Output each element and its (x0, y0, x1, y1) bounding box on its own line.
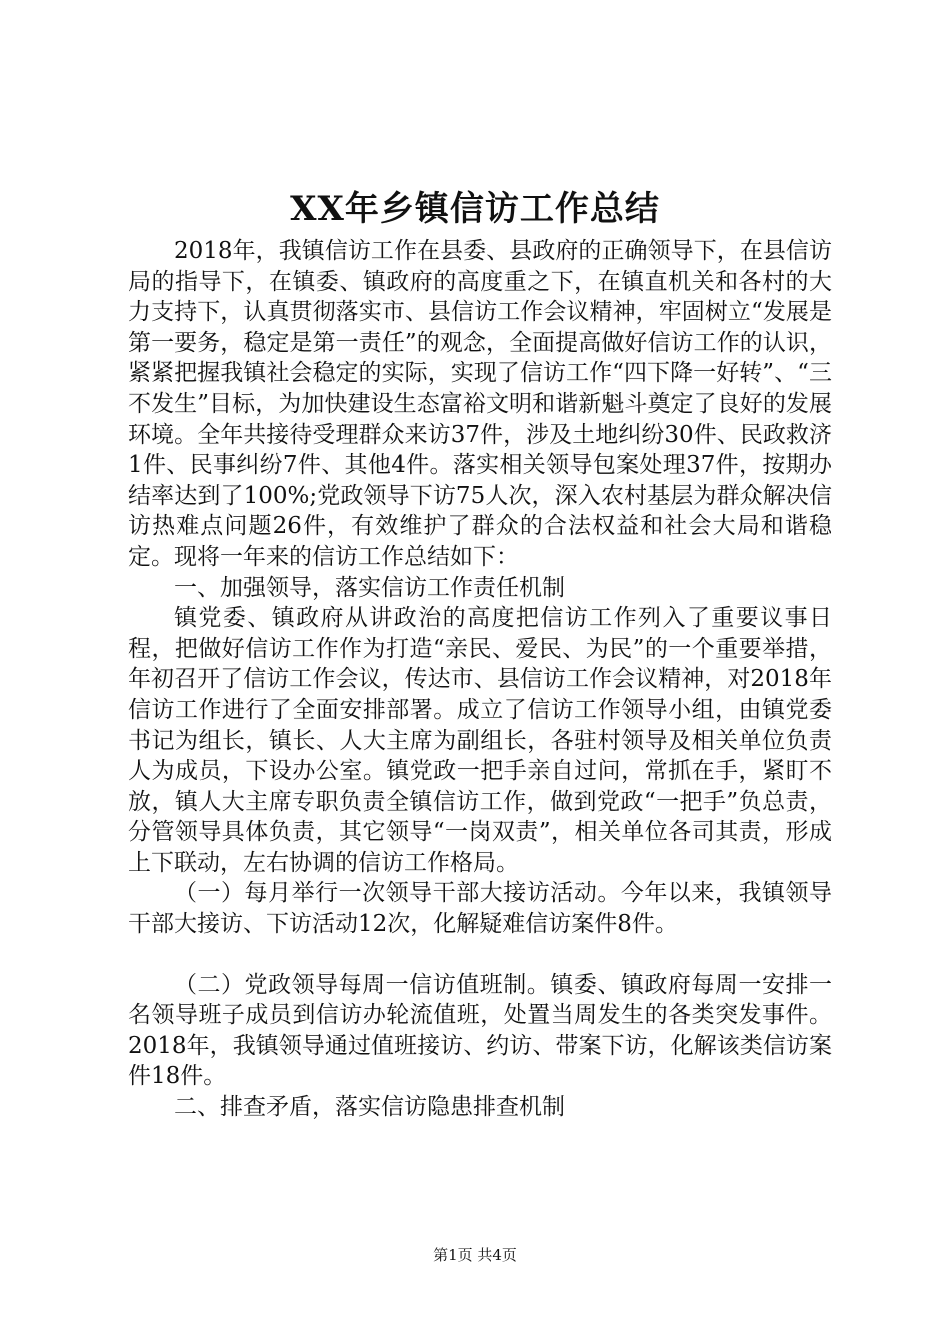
paragraph-subsection-2: （二）党政领导每周一信访值班制。镇委、镇政府每周一安排一名领导班子成员到信访办轮流值班，处置当周发生的各类突发事件。2018年，我镇领导通过值班接访、约访、带案下访，化解该类信访案件18件。 (128, 971, 832, 1090)
paragraph-section-1: 镇党委、镇政府从讲政治的高度把信访工作列入了重要议事日程，把做好信访工作作为打造“亲民、爱民、为民”的一个重要举措，年初召开了信访工作会议，传达市、县信访工作会议精神，对2018年信访工作进行了全面安排部署。成立了信访工作领导小组，由镇党委书记为组长，镇长、人大主席为副组长，各驻村领导及相关单位负责人为成员，下设办公室。镇党政一把手亲自过问，常抓在手，紧盯不放，镇人大主席专职负责全镇信访工作，做到党政“一把手”负总责，分管领导具体负责，其它领导“一岗双责”，相关单位各司其责，形成上下联动，左右协调的信访工作格局。 (128, 605, 832, 876)
paragraph-subsection-1: （一）每月举行一次领导干部大接访活动。今年以来，我镇领导干部大接访、下访活动12次，化解疑难信访案件8件。 (128, 880, 832, 938)
document-title: XX年乡镇信访工作总结 (290, 189, 660, 229)
page-footer: 第1页 共4页 (433, 1246, 517, 1264)
document-body (128, 236, 832, 1123)
section-heading-1: 一、加强领导，落实信访工作责任机制 (174, 574, 565, 601)
section-heading-2: 二、排查矛盾，落实信访隐患排查机制 (174, 1094, 565, 1121)
paragraph-intro: 2018年，我镇信访工作在县委、县政府的正确领导下，在县信访局的指导下，在镇委、镇政府的高度重之下，在镇直机关和各村的大力支持下，认真贯彻落实市、县信访工作会议精神，牢固树立“发展是第一要务，稳定是第一责任”的观念，全面提高做好信访工作的认识，紧紧把握我镇社会稳定的实际，实现了信访工作“四下降一好转”、“三不发生”目标，为加快建设生态富裕文明和谐新魁斗奠定了良好的发展环境。全年共接待受理群众来访37件，涉及土地纠纷30件、民政救济1件、民事纠纷7件、其他4件。落实相关领导包案处理37件，按期办结率达到了100%;党政领导下访75人次，深入农村基层为群众解决信访热难点问题26件，有效维护了群众的合法权益和社会大局和谐稳定。现将一年来的信访工作总结如下： (128, 238, 832, 570)
